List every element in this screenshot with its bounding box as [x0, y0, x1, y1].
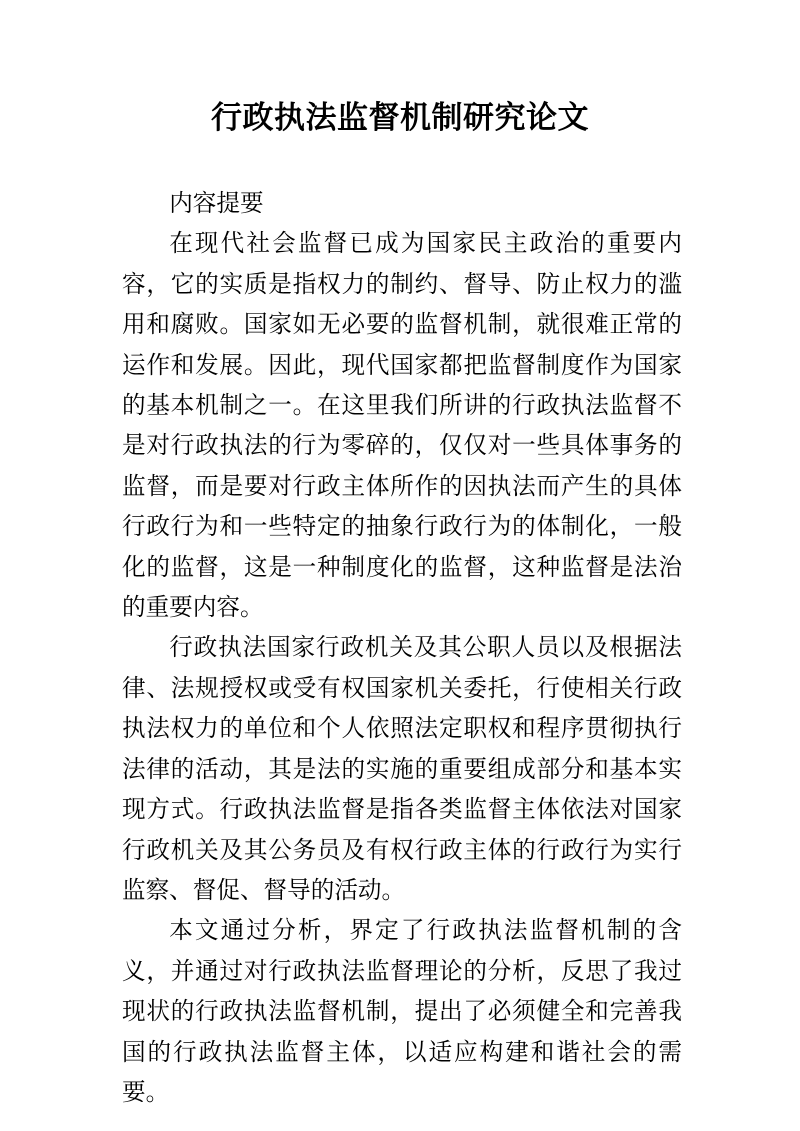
paragraph-2: 行政执法国家行政机关及其公职人员以及根据法律、法规授权或受有权国家机关委托，行使相关行政执法权力的单位和个人依照法定职权和程序贯彻执行法律的活动，其是法的实施的重要组成部分和基本实现方式。行政执法监督是指各类监督主体依法对国家行政机关及其公务员及有权行政主体的行政行为实行监察、督促、督导的活动。: [122, 633, 682, 904]
document-title: 行政执法监督机制研究论文: [211, 100, 589, 136]
paragraph-3: 本文通过分析，界定了行政执法监督机制的含义，并通过对行政执法监督理论的分析，反思了我过现状的行政执法监督机制，提出了必须健全和完善我国的行政执法监督主体，以适应构建和谐社会的需要。: [122, 916, 682, 1106]
paragraph-1: 在现代社会监督已成为国家民主政治的重要内容，它的实质是指权力的制约、督导、防止权力的滥用和腐败。国家如无必要的监督机制，就很难正常的运作和发展。因此，现代国家都把监督制度作为国家的基本机制之一。在这里我们所讲的行政执法监督不是对行政执法的行为零碎的，仅仅对一些具体事务的监督，而是要对行政主体所作的因执法而产生的具体行政行为和一些特定的抽象行政行为的体制化，一般化的监督，这是一种制度化的监督，这种监督是法治的重要内容。: [122, 229, 682, 622]
section-label: 内容提要: [169, 189, 264, 217]
document-body: [122, 183, 682, 1112]
